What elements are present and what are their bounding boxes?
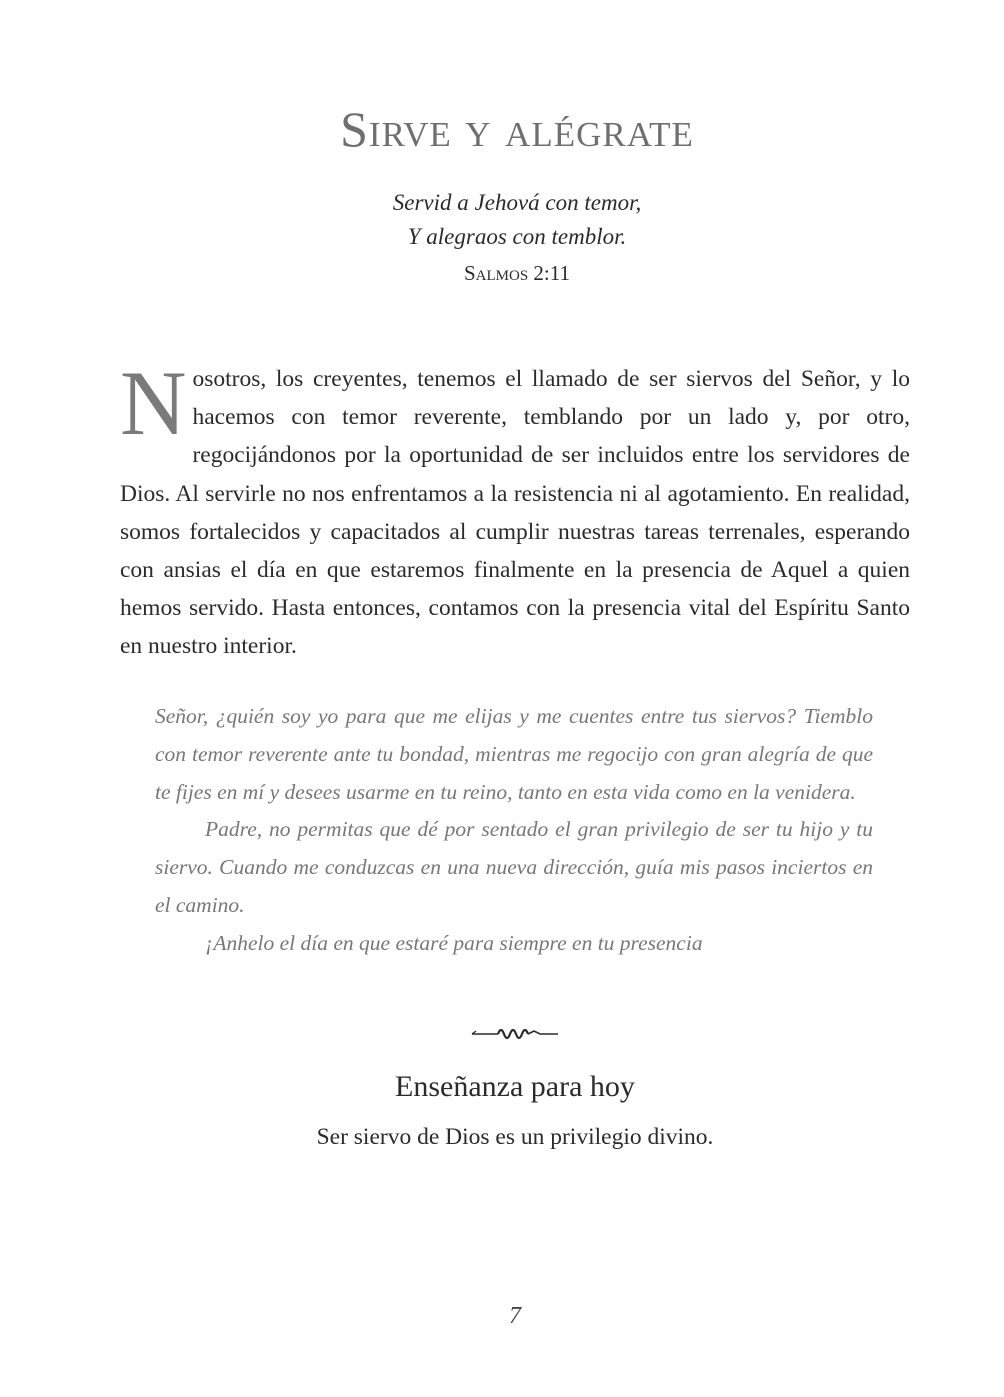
page-title: Sirve y alégrate bbox=[340, 101, 694, 157]
epigraph bbox=[0, 186, 1004, 290]
verse-reference: Salmos 2:11 bbox=[464, 261, 570, 285]
prayer-paragraph-3: ¡Anhelo el día en que estaré para siempre en tu presencia bbox=[205, 930, 703, 955]
lesson-text: Ser siervo de Dios es un privilegio divino. bbox=[316, 1124, 714, 1150]
body-paragraph bbox=[120, 352, 910, 666]
lesson-heading: Enseñanza para hoy bbox=[395, 1070, 635, 1103]
body-text: osotros, los creyentes, tenemos el llamado de ser siervos del Señor, y lo hacemos con temor reverente, temblando por un lado y, por otro, regocijándonos por la oportunidad de ser incluidos entre los servidores de Dios. Al servirle no nos enfrentamos a la resistencia ni al agotamiento. En realidad, somos fortalecidos y capacitados al cumplir nuestras tareas terrenales, esperando con ansias el día en que estaremos finalmente en la presencia de Aquel a quien hemos servido. Hasta entonces, contamos con la presencia vital del Espíritu Santo en nuestro interior. bbox=[120, 366, 910, 660]
page-number: 7 bbox=[509, 1303, 521, 1329]
prayer-paragraph-1: Señor, ¿quién soy yo para que me elijas y me cuentes entre tus siervos? Tiemblo con temor reverente ante tu bondad, mientras me regocijo con gran alegría de que te fijes en mí y desees usarme en tu reino, tanto en esta vida como en la venidera. bbox=[155, 704, 873, 804]
flourish-divider-icon bbox=[470, 1022, 560, 1042]
prayer-block bbox=[155, 698, 873, 963]
verse-line-1: Servid a Jehová con temor, bbox=[392, 190, 642, 215]
prayer-paragraph-2: Padre, no permitas que dé por sentado el gran privilegio de ser tu hijo y tu siervo. Cuando me conduzcas en una nueva dirección, guía mis pasos inciertos en el camino. bbox=[155, 817, 873, 917]
drop-cap: N bbox=[120, 352, 187, 454]
verse-line-2: Y alegraos con temblor. bbox=[407, 224, 627, 249]
